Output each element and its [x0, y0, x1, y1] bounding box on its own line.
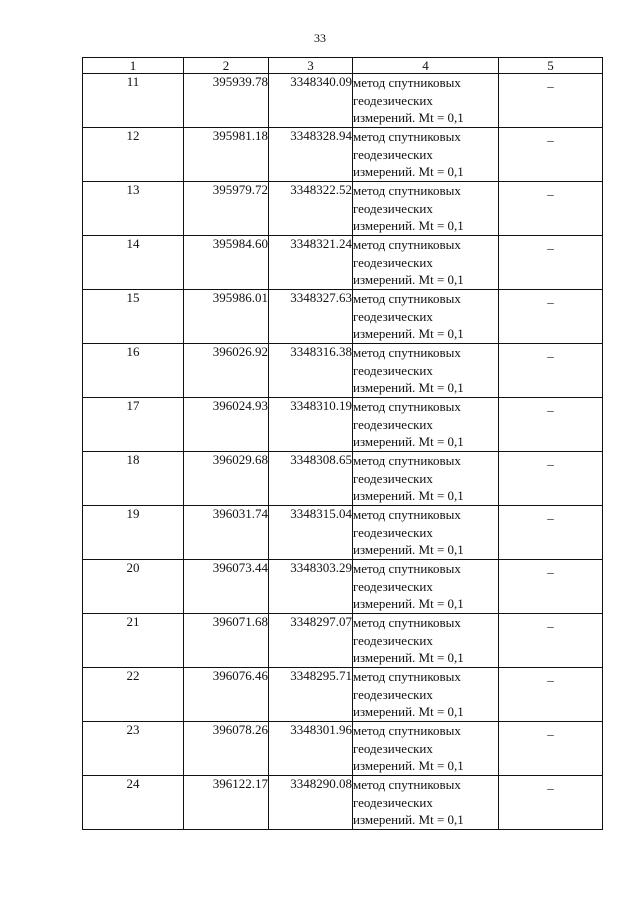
- method-line: измерений. Mt = 0,1: [353, 164, 464, 179]
- column-header: 4: [353, 58, 499, 74]
- method-cell: [353, 614, 499, 668]
- point-number-cell: 11: [83, 74, 184, 128]
- point-number-cell: 13: [83, 182, 184, 236]
- table-row: [83, 74, 603, 128]
- note-cell: _: [499, 722, 603, 776]
- note-cell: _: [499, 560, 603, 614]
- method-line: геодезических: [353, 470, 433, 486]
- y-coordinate-cell: 3348316.38: [269, 344, 353, 398]
- table-row: [83, 614, 603, 668]
- table-row: [83, 128, 603, 182]
- method-cell: [353, 722, 499, 776]
- table-row: [83, 776, 603, 830]
- method-cell: [353, 344, 499, 398]
- table-header-row: [83, 58, 603, 74]
- x-coordinate-cell: 395984.60: [184, 236, 269, 290]
- method-cell: [353, 560, 499, 614]
- method-line: геодезических: [353, 686, 433, 702]
- method-line: геодезических: [353, 200, 433, 216]
- x-coordinate-cell: 395939.78: [184, 74, 269, 128]
- x-coordinate-cell: 395979.72: [184, 182, 269, 236]
- table-row: [83, 182, 603, 236]
- y-coordinate-cell: 3348295.71: [269, 668, 353, 722]
- method-line: измерений. Mt = 0,1: [353, 326, 464, 341]
- method-line: метод спутниковых: [353, 507, 461, 522]
- method-line: измерений. Mt = 0,1: [353, 380, 464, 395]
- point-number-cell: 19: [83, 506, 184, 560]
- note-cell: _: [499, 398, 603, 452]
- note-cell: _: [499, 236, 603, 290]
- x-coordinate-cell: 395981.18: [184, 128, 269, 182]
- method-line: геодезических: [353, 524, 433, 540]
- note-cell: _: [499, 452, 603, 506]
- point-number-cell: 24: [83, 776, 184, 830]
- column-header: 3: [269, 58, 353, 74]
- x-coordinate-cell: 396031.74: [184, 506, 269, 560]
- method-line: измерений. Mt = 0,1: [353, 758, 464, 773]
- method-line: измерений. Mt = 0,1: [353, 542, 464, 557]
- method-line: метод спутниковых: [353, 615, 461, 630]
- point-number-cell: 12: [83, 128, 184, 182]
- table-row: [83, 506, 603, 560]
- method-line: метод спутниковых: [353, 345, 461, 360]
- method-line: метод спутниковых: [353, 399, 461, 414]
- method-cell: [353, 452, 499, 506]
- note-cell: _: [499, 614, 603, 668]
- table-row: [83, 236, 603, 290]
- table-row: [83, 668, 603, 722]
- y-coordinate-cell: 3348340.09: [269, 74, 353, 128]
- x-coordinate-cell: 395986.01: [184, 290, 269, 344]
- point-number-cell: 20: [83, 560, 184, 614]
- method-line: метод спутниковых: [353, 561, 461, 576]
- point-number-cell: 16: [83, 344, 184, 398]
- table-row: [83, 398, 603, 452]
- x-coordinate-cell: 396026.92: [184, 344, 269, 398]
- method-line: геодезических: [353, 632, 433, 648]
- y-coordinate-cell: 3348290.08: [269, 776, 353, 830]
- method-line: метод спутниковых: [353, 723, 461, 738]
- y-coordinate-cell: 3348328.94: [269, 128, 353, 182]
- method-line: метод спутниковых: [353, 183, 461, 198]
- coordinates-table: [82, 57, 603, 830]
- y-coordinate-cell: 3348297.07: [269, 614, 353, 668]
- method-line: метод спутниковых: [353, 291, 461, 306]
- method-cell: [353, 74, 499, 128]
- method-cell: [353, 668, 499, 722]
- note-cell: _: [499, 290, 603, 344]
- page-number: 33: [314, 31, 326, 45]
- x-coordinate-cell: 396078.26: [184, 722, 269, 776]
- point-number-cell: 22: [83, 668, 184, 722]
- y-coordinate-cell: 3348308.65: [269, 452, 353, 506]
- point-number-cell: 21: [83, 614, 184, 668]
- y-coordinate-cell: 3348327.63: [269, 290, 353, 344]
- column-header: 1: [83, 58, 184, 74]
- point-number-cell: 14: [83, 236, 184, 290]
- method-line: измерений. Mt = 0,1: [353, 596, 464, 611]
- method-cell: [353, 290, 499, 344]
- column-header: 2: [184, 58, 269, 74]
- column-header: 5: [499, 58, 603, 74]
- note-cell: _: [499, 776, 603, 830]
- method-line: геодезических: [353, 146, 433, 162]
- method-line: метод спутниковых: [353, 777, 461, 792]
- x-coordinate-cell: 396024.93: [184, 398, 269, 452]
- method-line: геодезических: [353, 740, 433, 756]
- method-cell: [353, 182, 499, 236]
- point-number-cell: 15: [83, 290, 184, 344]
- point-number-cell: 18: [83, 452, 184, 506]
- method-cell: [353, 236, 499, 290]
- method-line: метод спутниковых: [353, 75, 461, 90]
- method-cell: [353, 776, 499, 830]
- point-number-cell: 17: [83, 398, 184, 452]
- method-line: измерений. Mt = 0,1: [353, 488, 464, 503]
- method-cell: [353, 506, 499, 560]
- note-cell: _: [499, 506, 603, 560]
- method-line: метод спутниковых: [353, 129, 461, 144]
- note-cell: _: [499, 344, 603, 398]
- method-line: геодезических: [353, 92, 433, 108]
- method-line: измерений. Mt = 0,1: [353, 110, 464, 125]
- method-line: геодезических: [353, 578, 433, 594]
- method-line: измерений. Mt = 0,1: [353, 434, 464, 449]
- method-line: геодезических: [353, 794, 433, 810]
- table-row: [83, 722, 603, 776]
- method-line: метод спутниковых: [353, 237, 461, 252]
- y-coordinate-cell: 3348321.24: [269, 236, 353, 290]
- method-line: метод спутниковых: [353, 669, 461, 684]
- method-line: геодезических: [353, 308, 433, 324]
- y-coordinate-cell: 3348315.04: [269, 506, 353, 560]
- table-row: [83, 452, 603, 506]
- method-line: измерений. Mt = 0,1: [353, 812, 464, 827]
- method-line: геодезических: [353, 362, 433, 378]
- y-coordinate-cell: 3348303.29: [269, 560, 353, 614]
- table-row: [83, 290, 603, 344]
- x-coordinate-cell: 396073.44: [184, 560, 269, 614]
- note-cell: _: [499, 668, 603, 722]
- method-cell: [353, 398, 499, 452]
- y-coordinate-cell: 3348310.19: [269, 398, 353, 452]
- x-coordinate-cell: 396071.68: [184, 614, 269, 668]
- y-coordinate-cell: 3348301.96: [269, 722, 353, 776]
- x-coordinate-cell: 396076.46: [184, 668, 269, 722]
- method-cell: [353, 128, 499, 182]
- y-coordinate-cell: 3348322.52: [269, 182, 353, 236]
- method-line: измерений. Mt = 0,1: [353, 650, 464, 665]
- table-row: [83, 560, 603, 614]
- table-body: [83, 74, 603, 830]
- note-cell: _: [499, 74, 603, 128]
- x-coordinate-cell: 396122.17: [184, 776, 269, 830]
- note-cell: _: [499, 182, 603, 236]
- note-cell: _: [499, 128, 603, 182]
- method-line: измерений. Mt = 0,1: [353, 218, 464, 233]
- point-number-cell: 23: [83, 722, 184, 776]
- method-line: геодезических: [353, 416, 433, 432]
- method-line: метод спутниковых: [353, 453, 461, 468]
- x-coordinate-cell: 396029.68: [184, 452, 269, 506]
- table-row: [83, 344, 603, 398]
- method-line: измерений. Mt = 0,1: [353, 704, 464, 719]
- method-line: измерений. Mt = 0,1: [353, 272, 464, 287]
- method-line: геодезических: [353, 254, 433, 270]
